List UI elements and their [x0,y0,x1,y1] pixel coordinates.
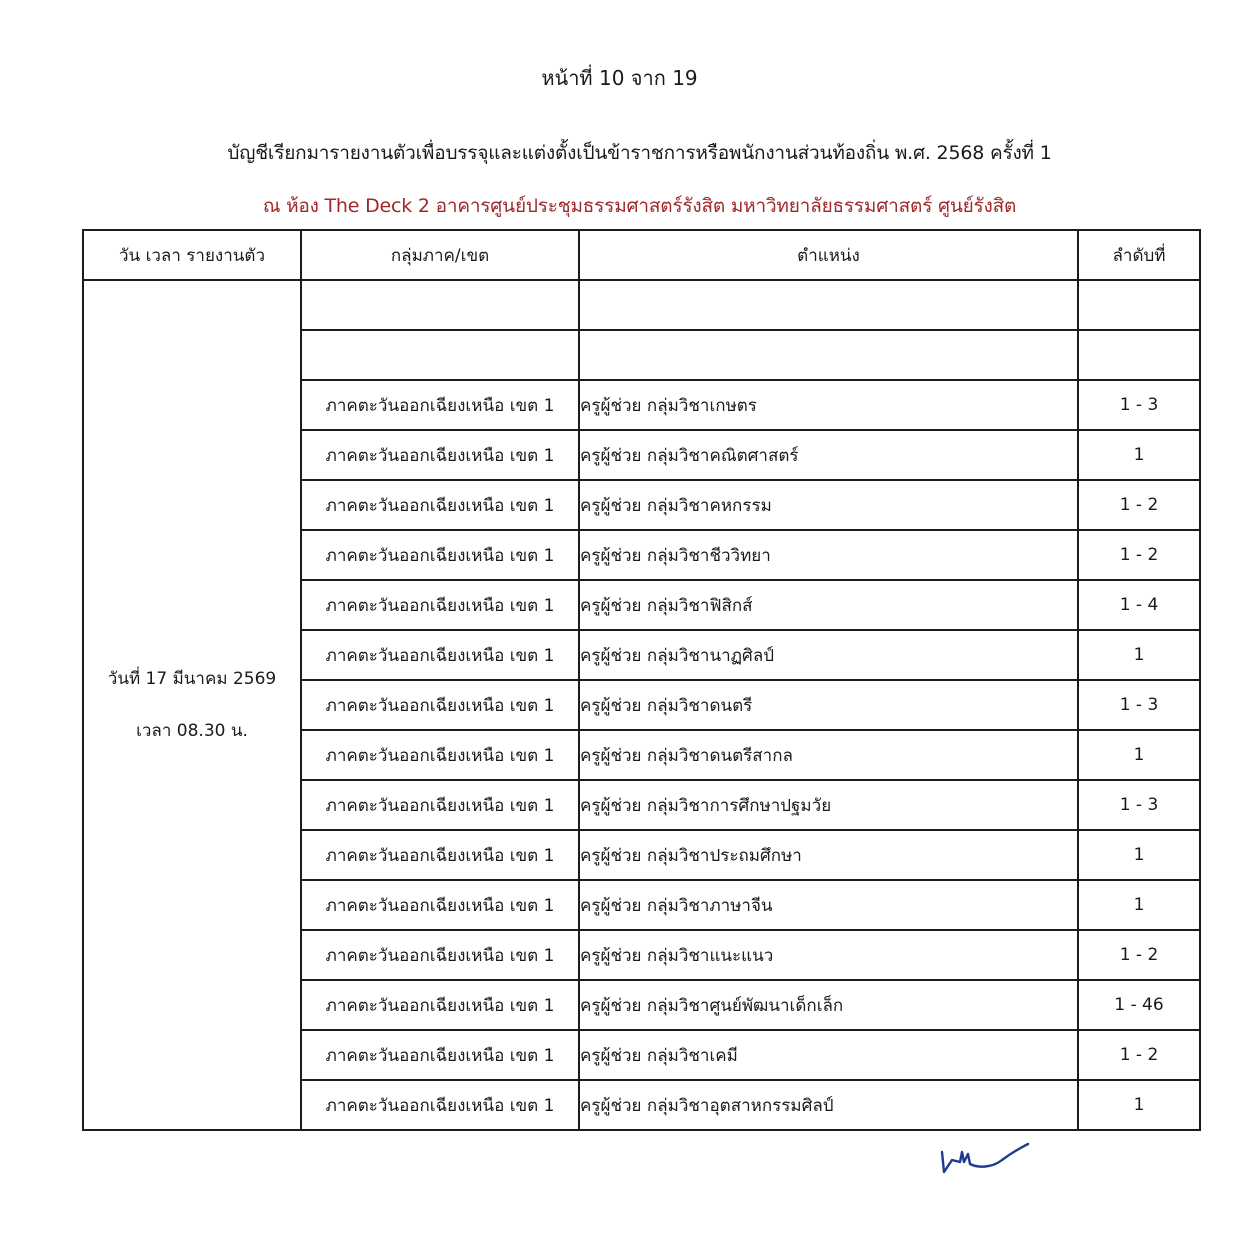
region-group-cell [301,330,579,380]
page-number: หน้าที่ 10 จาก 19 [541,66,698,90]
sequence-cell: 1 [1078,430,1200,480]
region-group-cell: ภาคตะวันออกเฉียงเหนือ เขต 1 [301,480,579,530]
region-group-cell: ภาคตะวันออกเฉียงเหนือ เขต 1 [301,930,579,980]
document-title: บัญชีเรียกมารายงานตัวเพื่อบรรจุและแต่งตั้งเป็นข้าราชการหรือพนักงานส่วนท้องถิ่น พ.ศ. 2568 ครั้งที่ 1 [227,142,1052,164]
position-cell: ครูผู้ช่วย กลุ่มวิชาคณิตศาสตร์ [579,430,1078,480]
region-group-cell: ภาคตะวันออกเฉียงเหนือ เขต 1 [301,730,579,780]
region-group-cell: ภาคตะวันออกเฉียงเหนือ เขต 1 [301,1030,579,1080]
table-row [83,280,1200,330]
region-group-cell: ภาคตะวันออกเฉียงเหนือ เขต 1 [301,780,579,830]
sequence-cell: 1 - 3 [1078,680,1200,730]
report-schedule-table [82,229,1201,1131]
column-header-sequence: ลำดับที่ [1078,230,1200,280]
position-cell: ครูผู้ช่วย กลุ่มวิชาภาษาจีน [579,880,1078,930]
position-cell [579,330,1078,380]
position-cell: ครูผู้ช่วย กลุ่มวิชาแนะแนว [579,930,1078,980]
region-group-cell: ภาคตะวันออกเฉียงเหนือ เขต 1 [301,980,579,1030]
position-cell: ครูผู้ช่วย กลุ่มวิชาอุตสาหกรรมศิลป์ [579,1080,1078,1130]
position-cell [579,280,1078,330]
region-group-cell: ภาคตะวันออกเฉียงเหนือ เขต 1 [301,580,579,630]
region-group-cell: ภาคตะวันออกเฉียงเหนือ เขต 1 [301,830,579,880]
position-cell: ครูผู้ช่วย กลุ่มวิชาคหกรรม [579,480,1078,530]
region-group-cell: ภาคตะวันออกเฉียงเหนือ เขต 1 [301,1080,579,1130]
sequence-cell: 1 [1078,630,1200,680]
report-date: วันที่ 17 มีนาคม 2569 [107,669,277,689]
table-header-row [83,230,1200,280]
column-header-position: ตำแหน่ง [579,230,1078,280]
position-cell: ครูผู้ช่วย กลุ่มวิชานาฏศิลป์ [579,630,1078,680]
position-cell: ครูผู้ช่วย กลุ่มวิชาชีววิทยา [579,530,1078,580]
region-group-cell: ภาคตะวันออกเฉียงเหนือ เขต 1 [301,880,579,930]
sequence-cell: 1 - 2 [1078,530,1200,580]
position-cell: ครูผู้ช่วย กลุ่มวิชาเกษตร [579,380,1078,430]
region-group-cell: ภาคตะวันออกเฉียงเหนือ เขต 1 [301,680,579,730]
region-group-cell: ภาคตะวันออกเฉียงเหนือ เขต 1 [301,630,579,680]
report-date-time-cell [83,280,301,1130]
position-cell: ครูผู้ช่วย กลุ่มวิชาฟิสิกส์ [579,580,1078,630]
sequence-cell: 1 - 2 [1078,930,1200,980]
region-group-cell: ภาคตะวันออกเฉียงเหนือ เขต 1 [301,380,579,430]
sequence-cell: 1 [1078,1080,1200,1130]
sequence-cell: 1 - 4 [1078,580,1200,630]
sequence-cell: 1 - 46 [1078,980,1200,1030]
sequence-cell: 1 - 3 [1078,780,1200,830]
sequence-cell: 1 - 2 [1078,1030,1200,1080]
signature-mark [936,1138,1032,1178]
position-cell: ครูผู้ช่วย กลุ่มวิชาดนตรีสากล [579,730,1078,780]
venue-subtitle: ณ ห้อง The Deck 2 อาคารศูนย์ประชุมธรรมศาสตร์รังสิต มหาวิทยาลัยธรรมศาสตร์ ศูนย์รังสิต [262,195,1017,217]
sequence-cell: 1 [1078,730,1200,780]
position-cell: ครูผู้ช่วย กลุ่มวิชาประถมศึกษา [579,830,1078,880]
sequence-cell: 1 - 2 [1078,480,1200,530]
region-group-cell [301,280,579,330]
region-group-cell: ภาคตะวันออกเฉียงเหนือ เขต 1 [301,430,579,480]
sequence-cell [1078,330,1200,380]
position-cell: ครูผู้ช่วย กลุ่มวิชาดนตรี [579,680,1078,730]
sequence-cell: 1 - 3 [1078,380,1200,430]
sequence-cell: 1 [1078,830,1200,880]
column-header-region-group: กลุ่มภาค/เขต [301,230,579,280]
region-group-cell: ภาคตะวันออกเฉียงเหนือ เขต 1 [301,530,579,580]
position-cell: ครูผู้ช่วย กลุ่มวิชาการศึกษาปฐมวัย [579,780,1078,830]
sequence-cell: 1 [1078,880,1200,930]
sequence-cell [1078,280,1200,330]
position-cell: ครูผู้ช่วย กลุ่มวิชาเคมี [579,1030,1078,1080]
column-header-date-time: วัน เวลา รายงานตัว [83,230,301,280]
position-cell: ครูผู้ช่วย กลุ่มวิชาศูนย์พัฒนาเด็กเล็ก [579,980,1078,1030]
report-time: เวลา 08.30 น. [136,721,248,741]
